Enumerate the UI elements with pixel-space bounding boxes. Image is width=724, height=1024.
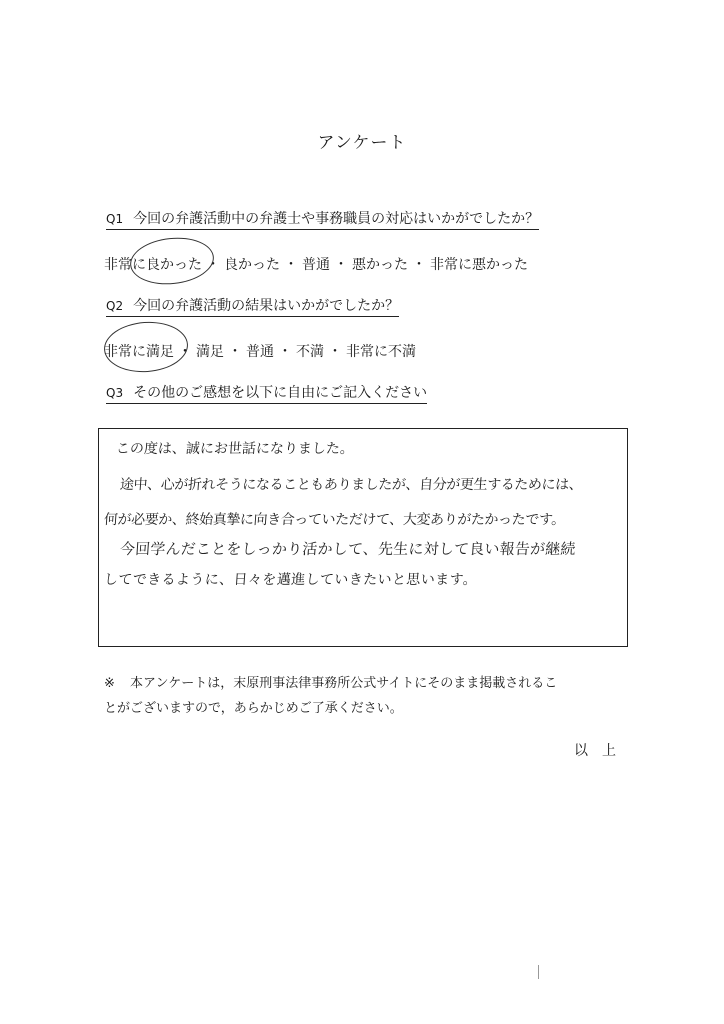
q1-option-3[interactable]: 普通 xyxy=(302,257,330,273)
q1-selection-circle xyxy=(128,234,216,289)
note-line-1: 本アンケートは，末原刑事法律事務所公式サイトにそのまま掲載されるこ xyxy=(130,676,558,691)
question-3-number: Q3 xyxy=(106,386,124,400)
question-3-text: その他のご感想を以下に自由にご記入ください xyxy=(133,385,428,401)
disclaimer-note xyxy=(104,671,634,721)
note-mark: ※ xyxy=(104,676,115,691)
comment-line-4: 今回学んだことをしっかり活かして、先生に対して良い報告が継続 xyxy=(119,540,577,558)
q1-option-4[interactable]: 悪かった xyxy=(352,257,408,273)
closing-text: 以上 xyxy=(574,743,630,759)
question-2 xyxy=(106,297,399,317)
page-title: アンケート xyxy=(317,133,407,153)
q2-option-5[interactable]: 非常に不満 xyxy=(346,344,416,360)
note-line-2: とがございますので，あらかじめご了承ください。 xyxy=(104,701,403,716)
q2-option-2[interactable]: 満足 xyxy=(196,344,224,360)
q1-option-5[interactable]: 非常に悪かった xyxy=(430,257,528,273)
q2-option-1[interactable]: 非常に満足 xyxy=(104,344,174,360)
scan-mark xyxy=(538,965,539,979)
question-1-text: 今回の弁護活動中の弁護士や事務職員の対応はいかがでしたか？ xyxy=(133,211,540,227)
question-1 xyxy=(106,210,539,230)
comment-line-2: 途中、心が折れそうになることもありましたが、自分が更生するためには、 xyxy=(119,477,583,493)
question-3 xyxy=(106,384,427,404)
question-1-number: Q1 xyxy=(106,212,124,226)
q2-option-4[interactable]: 不満 xyxy=(296,344,324,360)
comment-line-1: この度は、誠にお世話になりました。 xyxy=(115,441,355,457)
comment-line-5: してできるように、日々を邁進していきたいと思います。 xyxy=(103,572,478,588)
q1-option-2[interactable]: 良かった xyxy=(224,257,280,273)
question-1-options: 非常に良かった ・ 良かった ・ 普通 ・ 悪かった ・ 非常に悪かった xyxy=(104,257,528,273)
comment-line-3: 何が必要か、終始真摯に向き合っていただけて、大変ありがたかったです。 xyxy=(103,512,566,528)
question-2-options: 非常に満足 ・ 満足 ・ 普通 ・ 不満 ・ 非常に不満 xyxy=(104,344,416,360)
q1-option-1[interactable]: 非常に良かった xyxy=(104,257,202,273)
question-2-text: 今回の弁護活動の結果はいかがでしたか？ xyxy=(133,298,400,314)
q2-selection-circle xyxy=(102,319,189,375)
question-2-number: Q2 xyxy=(106,299,124,313)
q2-option-3[interactable]: 普通 xyxy=(246,344,274,360)
